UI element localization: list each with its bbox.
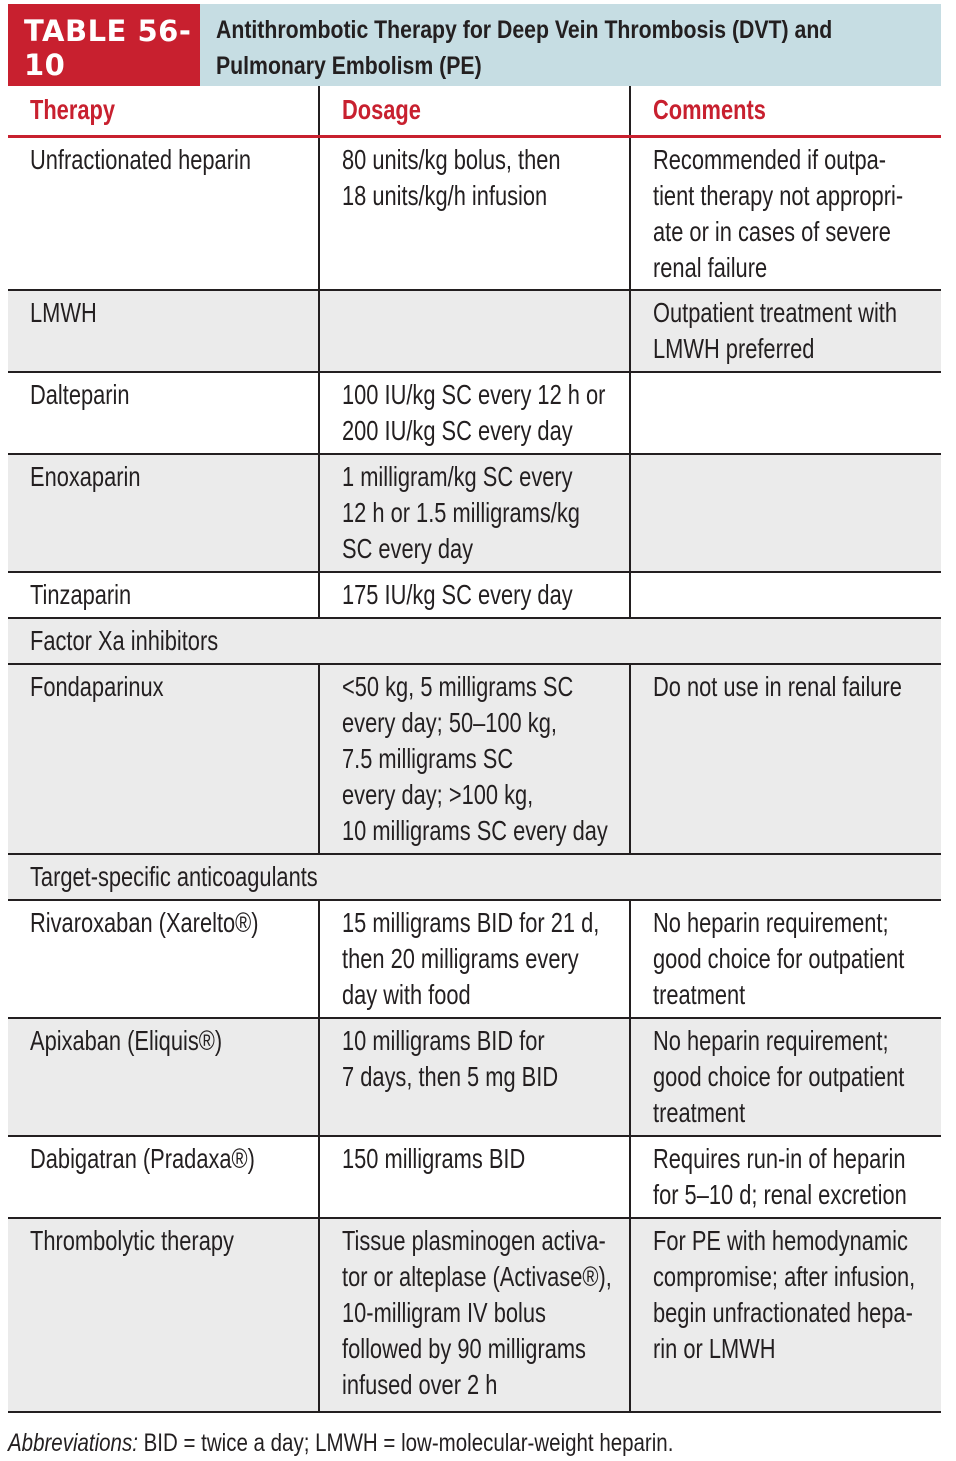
cell-dosage xyxy=(319,1136,630,1218)
comments-line: No heparin requirement; xyxy=(653,1025,889,1056)
comments-line: renal failure xyxy=(653,251,768,283)
cell-comments xyxy=(630,664,941,854)
cell-comments xyxy=(630,572,941,618)
table-row xyxy=(8,372,941,454)
comments-line: No heparin requirement; xyxy=(653,907,889,938)
cell-therapy xyxy=(8,1218,319,1412)
cell-therapy xyxy=(8,664,319,854)
dosage-line: <50 kg, 5 milligrams SC xyxy=(342,671,574,702)
cell-dosage xyxy=(319,664,630,854)
therapy-line: Dabigatran (Pradaxa®) xyxy=(30,1143,255,1174)
comments-line: Requires run-in of heparin xyxy=(653,1143,906,1174)
dosage-line: 18 units/kg/h infusion xyxy=(342,179,548,211)
footnote-label: Abbreviations: xyxy=(8,1429,138,1457)
cell-dosage xyxy=(319,290,630,372)
caption-line-1: Antithrombotic Therapy for Deep Vein Thrombosis (DVT) and xyxy=(215,16,833,44)
comments-line: treatment xyxy=(653,979,746,1010)
cell-therapy xyxy=(8,290,319,372)
therapy-line: Thrombolytic therapy xyxy=(30,1225,234,1256)
therapy-line: Unfractionated heparin xyxy=(30,143,251,175)
dosage-line: 175 IU/kg SC every day xyxy=(342,579,573,610)
therapy-line: LMWH xyxy=(30,297,97,328)
table-row xyxy=(8,1218,941,1412)
dosage-line: 100 IU/kg SC every 12 h or xyxy=(342,379,606,410)
cell-comments xyxy=(630,1018,941,1136)
table-caption xyxy=(200,4,941,86)
table-row xyxy=(8,572,941,618)
therapy-line: Fondaparinux xyxy=(30,671,164,702)
cell-comments xyxy=(630,290,941,372)
comments-line: begin unfractionated hepa- xyxy=(653,1297,913,1328)
dosage-line: 80 units/kg bolus, then xyxy=(342,143,561,175)
dosage-line: 150 milligrams BID xyxy=(342,1143,526,1174)
dosage-line: every day; 50–100 kg, xyxy=(342,707,557,738)
therapy-line: Dalteparin xyxy=(30,379,130,410)
dosage-line: infused over 2 h xyxy=(342,1369,498,1400)
table-row xyxy=(8,136,941,290)
caption-line-2: Pulmonary Embolism (PE) xyxy=(215,52,482,80)
dosage-line: 12 h or 1.5 milligrams/kg xyxy=(342,497,580,528)
cell-therapy xyxy=(8,454,319,572)
dosage-line: day with food xyxy=(342,979,471,1010)
section-heading xyxy=(8,854,941,900)
comments-line: Outpatient treatment with xyxy=(653,297,898,328)
cell-dosage xyxy=(319,1218,630,1412)
dosage-line: 15 milligrams BID for 21 d, xyxy=(342,907,600,938)
section-heading-text: Factor Xa inhibitors xyxy=(30,625,219,656)
cell-dosage xyxy=(319,1018,630,1136)
comments-line: for 5–10 d; renal excretion xyxy=(653,1179,907,1210)
cell-comments xyxy=(630,900,941,1018)
cell-therapy xyxy=(8,900,319,1018)
cell-therapy xyxy=(8,372,319,454)
comments-line: For PE with hemodynamic xyxy=(653,1225,908,1256)
section-heading-text: Target-specific anticoagulants xyxy=(30,861,318,892)
cell-therapy xyxy=(8,136,319,290)
dosage-line: then 20 milligrams every xyxy=(342,943,579,974)
comments-line: compromise; after infusion, xyxy=(653,1261,916,1292)
cell-dosage xyxy=(319,572,630,618)
cell-dosage xyxy=(319,372,630,454)
cell-comments xyxy=(630,1218,941,1412)
dosage-line: every day; >100 kg, xyxy=(342,779,534,810)
comments-line: good choice for outpatient xyxy=(653,943,905,974)
table-row xyxy=(8,290,941,372)
dosage-line: tor or alteplase (Activase®), xyxy=(342,1261,612,1292)
therapy-line: Enoxaparin xyxy=(30,461,141,492)
table-row xyxy=(8,664,941,854)
table-row xyxy=(8,1136,941,1218)
table-row xyxy=(8,454,941,572)
dosage-line: Tissue plasminogen activa- xyxy=(342,1225,606,1256)
comments-line: treatment xyxy=(653,1097,746,1128)
footnote-text: BID = twice a day; LMWH = low-molecular-weight heparin. xyxy=(137,1429,674,1457)
comments-line: rin or LMWH xyxy=(653,1333,776,1364)
section-row xyxy=(8,854,941,900)
dosage-line: 10 milligrams SC every day xyxy=(342,815,608,846)
cell-therapy xyxy=(8,572,319,618)
therapy-line: Tinzaparin xyxy=(30,579,132,610)
comments-line: LMWH preferred xyxy=(653,333,815,364)
table-body xyxy=(8,136,941,1412)
cell-dosage xyxy=(319,136,630,290)
comments-line: Do not use in renal failure xyxy=(653,671,902,702)
comments-line: good choice for outpatient xyxy=(653,1061,905,1092)
comments-line: Recommended if outpa- xyxy=(653,143,887,175)
comments-line: tient therapy not appropri- xyxy=(653,179,904,211)
cell-therapy xyxy=(8,1018,319,1136)
dosage-line: followed by 90 milligrams xyxy=(342,1333,586,1364)
cell-comments xyxy=(630,454,941,572)
abbreviations-footnote xyxy=(8,1427,673,1459)
cell-dosage xyxy=(319,900,630,1018)
comments-line: ate or in cases of severe xyxy=(653,215,891,247)
therapy-line: Apixaban (Eliquis®) xyxy=(30,1025,223,1056)
dosage-line: 10-milligram IV bolus xyxy=(342,1297,546,1328)
therapy-table xyxy=(8,86,941,1413)
column-header-therapy: Therapy xyxy=(8,86,319,136)
dosage-line: 7.5 milligrams SC xyxy=(342,743,514,774)
column-header-comments: Comments xyxy=(630,86,941,136)
cell-comments xyxy=(630,1136,941,1218)
header-row xyxy=(8,86,941,136)
column-header-dosage: Dosage xyxy=(319,86,630,136)
cell-comments xyxy=(630,372,941,454)
therapy-line: Rivaroxaban (Xarelto®) xyxy=(30,907,259,938)
table-row xyxy=(8,900,941,1018)
dosage-line: SC every day xyxy=(342,533,474,564)
dosage-line: 7 days, then 5 mg BID xyxy=(342,1061,559,1092)
cell-dosage xyxy=(319,454,630,572)
dosage-line: 10 milligrams BID for xyxy=(342,1025,545,1056)
dosage-line: 1 milligram/kg SC every xyxy=(342,461,573,492)
cell-comments xyxy=(630,136,941,290)
section-heading xyxy=(8,618,941,664)
table-number-label: TABLE 56-10 xyxy=(8,4,200,86)
table-row xyxy=(8,1018,941,1136)
section-row xyxy=(8,618,941,664)
dosage-line: 200 IU/kg SC every day xyxy=(342,415,573,446)
table-header xyxy=(8,4,941,86)
cell-therapy xyxy=(8,1136,319,1218)
